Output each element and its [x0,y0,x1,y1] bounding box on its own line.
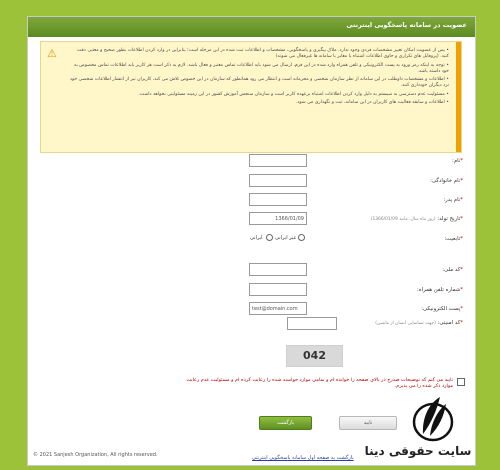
quill-logo-icon [410,394,456,442]
return-button[interactable]: بازگشت [259,416,312,430]
nationality-row [28,233,475,253]
watermark-text: سایت حقوقی دینا [364,444,472,458]
last-name-label: *نام خانوادگی: [430,178,463,184]
site-watermark [344,394,494,466]
father-name-row [28,193,475,213]
copyright-text: © 2021 Sanjesh Organization, All rights reserved. [33,452,158,458]
notice-item: • مسئولیت عدم دسترسی به سیستم به دلیل وارد کردن اطلاعات اشتباه برعهده کاربر است و سازمان سنجش آموزش کشور در این زمینه مسئولیتی نخواهد داشت. [69,92,449,98]
panel-title: عضویت در سامانه پاسخگویی اینترنتی [346,21,467,29]
iranian-label: ایرانی [250,235,263,241]
mobile-input[interactable] [249,283,307,296]
last-name-input[interactable] [249,174,307,187]
mobile-row [28,283,475,303]
panel-header [28,17,475,37]
agreement-checkbox[interactable] [457,378,465,386]
security-code-row [28,317,475,337]
notice-item: • توجه به اینکه رمز ورود به پست الکترونیکی و تلفن همراه وارد شده در این فرم، ارسال می شود باید اطلاعات تماس معتبر و فعال باشد. لازم به ذکر است هر کاربر باید اطلاعات تماس مخصوص به خود داشته باشد. [69,63,449,76]
father-name-input[interactable] [249,193,307,206]
father-name-label: *نام پدر: [443,197,463,203]
iranian-radio[interactable] [298,234,305,241]
notice-item: • اطلاعات و سابقه فعالیت های کاربران در این سامانه، ثبت و نگهداری می شود. [69,100,449,106]
notice-item: • پس از عضویت امکان تغییر مشخصات فردی وجود ندارد. ملاک پیگیری و پاسخگویی، مشخصات و اطلاعات ثبت شده در این مرحله است؛ بنابراین در وارد کردن اطلاعات بطور صحیح و معتبر، دقت کنید. (پروفایل های تکراری و حاوی اطلاعات اشتباه یا مغایر با سامانه ها غیرفعال می شوند) [69,48,449,61]
email-input[interactable] [249,302,307,315]
notice-item: • اطلاعات و مشخصات داوطلب در این سامانه از نظر سازمان شخصی و محرمانه است و انتظار می رود همانطور که سازمان در این خصوص تلاش می کند، کاربران نیز از انتشار اطلاعات شخصی خود نزد دیگران خودداری کنند. [69,77,449,90]
agreement-text: تایید می کنم که توضیحات صدرج در بالای صفحه را خوانده ام و تمامی موارد خواسته شده را رعایت کرده ام و مسئولیت عدم رعایت موارد ذکر شده را می پذیرم. [186,377,453,390]
mobile-label: *شماره تلفن همراه: [416,287,463,293]
notice-list [69,48,449,108]
birth-date-row [28,212,475,232]
captcha-image: 042 [286,345,343,367]
non-iranian-radio[interactable] [266,234,273,241]
confirm-button[interactable]: تایید [339,416,397,430]
email-label: *پست الکترونیکی: [421,306,463,312]
first-name-label: *نام: [452,158,463,164]
national-code-label: *کد ملی: [442,267,463,273]
warning-icon: ⚠ [47,47,57,60]
notice-accent-bar [456,42,461,152]
last-name-row [28,174,475,194]
notice-box [40,41,462,153]
first-name-input[interactable] [249,154,307,167]
security-code-label: *کد امنیتی: (جهت شناسایی انسان از ماشین) [375,320,463,326]
nationality-options [250,234,307,241]
first-name-row [28,154,475,174]
birth-date-label: *تاریخ تولد: (روز ماه سال، مانند 1366/01/09) [370,216,463,222]
birth-date-input[interactable] [249,212,307,225]
security-code-input[interactable] [287,317,337,330]
home-link[interactable]: بازگشت به صفحه اول سامانه پاسخگویی اینترنتی [252,455,354,461]
non-iranian-label: غیر ایرانی [275,235,297,241]
national-code-row [28,263,475,283]
national-code-input[interactable] [249,263,307,276]
nationality-label: *تابعیت: [444,236,463,242]
